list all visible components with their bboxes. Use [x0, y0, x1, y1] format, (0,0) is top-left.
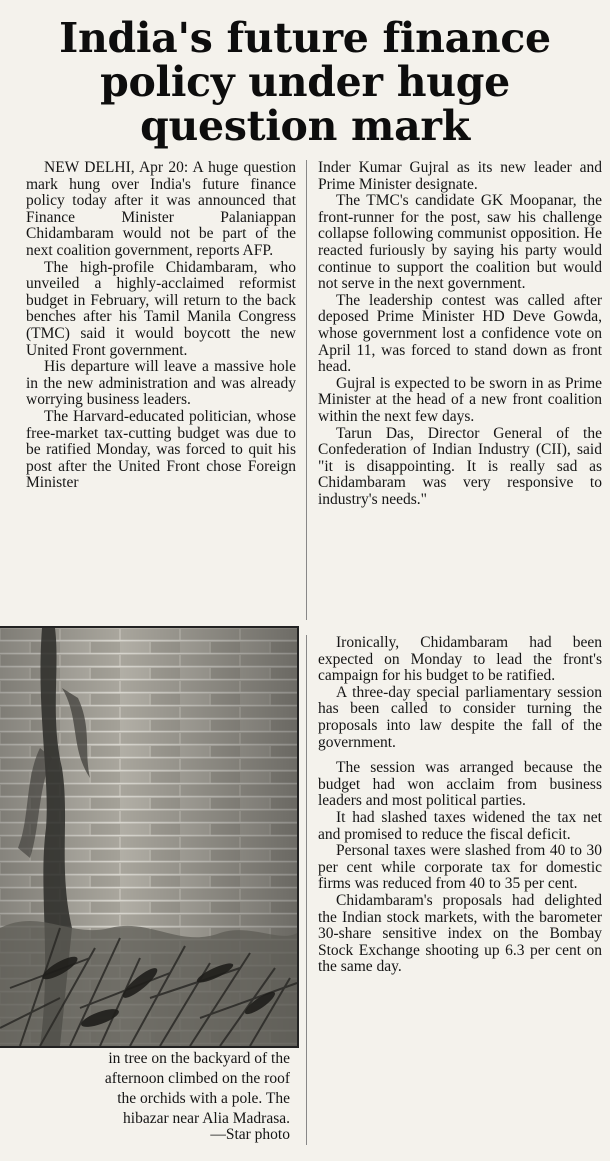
headline-line-1: India's future finance: [59, 14, 551, 62]
paragraph: The session was arranged because the budget had won acclaim from business leaders and most political parties.: [318, 759, 602, 810]
article-column-3: [318, 635, 602, 976]
paragraph: It had slashed taxes widened the tax net and promised to reduce the fiscal deficit.: [318, 808, 602, 843]
photo-credit: —Star photo: [210, 1126, 290, 1143]
paragraph: Personal taxes were slashed from 40 to 30 per cent while corporate tax for domestic firms was reduced from 40 to 35 per cent.: [318, 842, 602, 893]
paragraph: The Harvard-educated politician, whose free-market tax-cutting budget was due to be ratified Monday, was forced to quit his post after the United Front chose Foreign Minister: [26, 407, 296, 492]
caption-line: the orchids with a pole. The: [117, 1090, 290, 1107]
paragraph: Chidambaram's proposals had delighted the Indian stock markets, with the barometer 30-share sensitive index on the Bombay Stock Exchange shooting up 6.3 per cent on the same day.: [318, 891, 602, 976]
headline: [0, 16, 610, 148]
paragraph: A three-day special parliamentary session has been called to consider turning the proposals into law despite the fall of the government.: [318, 683, 602, 751]
paragraph: His departure will leave a massive hole in the new administration and was already worrying business leaders.: [26, 358, 296, 409]
paragraph: The leadership contest was called after deposed Prime Minister HD Deve Gowda, whose government lost a confidence vote on April 11, was forced to stand down as front head.: [318, 291, 602, 376]
paragraph: Ironically, Chidambaram had been expected on Monday to lead the front's campaign for his budget to be ratified.: [318, 634, 602, 685]
paragraph: Gujral is expected to be sworn in as Prime Minister at the head of a new front coalition within the next few days.: [318, 374, 602, 425]
caption-line: afternoon climbed on the roof: [104, 1070, 290, 1087]
paragraph: NEW DELHI, Apr 20: A huge question mark hung over India's future finance policy today after it was announced that Finance Minister Palaniappan Chidambaram would not be part of the next coalition government, reports AFP.: [26, 159, 296, 259]
paragraph: Inder Kumar Gujral as its new leader and Prime Minister designate.: [318, 159, 602, 193]
headline-line-3: question mark: [140, 102, 470, 150]
article-column-2: [318, 160, 602, 508]
news-photo: [0, 626, 299, 1048]
column-divider: [306, 160, 307, 620]
paragraph: The TMC's candidate GK Moopanar, the front-runner for the post, saw his challenge collapse following communist opposition. He reacted furiously by saying his party would continue to support the coalition but would not serve in the next government.: [318, 192, 602, 293]
paragraph: The high-profile Chidambaram, who unveiled a highly-acclaimed reformist budget in February, will return to the back benches after his Tamil Manila Congress (TMC) said it would boycott the new United Front government.: [26, 258, 296, 359]
article-column-1: [26, 160, 296, 492]
photo-caption: [0, 1049, 290, 1129]
photo-brick-wall-tree: [0, 628, 297, 1046]
caption-line: in tree on the backyard of the: [108, 1050, 290, 1067]
headline-line-2: policy under huge: [100, 58, 510, 106]
paragraph: Tarun Das, Director General of the Confederation of Indian Industry (CII), said "it is disappointing. It is really sad as Chidambaram was very responsive to industry's needs.": [318, 424, 602, 508]
caption-line: hibazar near Alia Madrasa.: [123, 1110, 290, 1127]
column-divider-lower: [306, 635, 307, 1145]
